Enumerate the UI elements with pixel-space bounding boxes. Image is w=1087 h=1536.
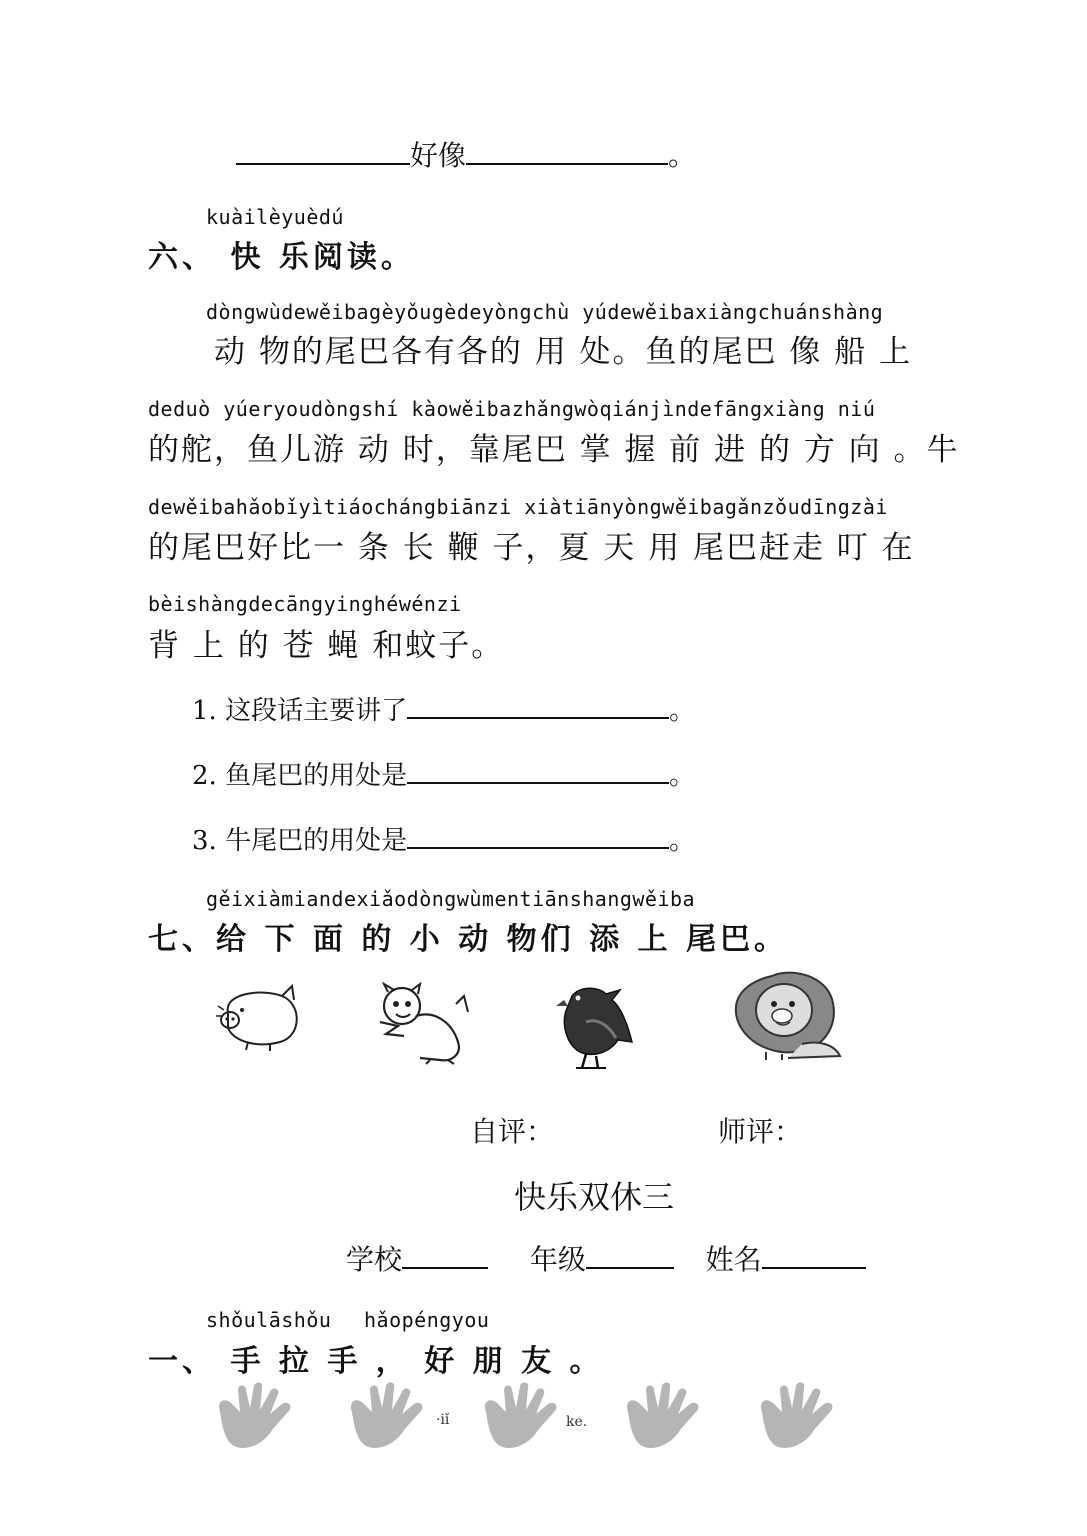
page-title: 快乐双休三 xyxy=(514,1178,675,1216)
question-2 xyxy=(192,755,695,792)
bird-drawing[interactable] xyxy=(556,982,636,1070)
question-1 xyxy=(192,690,695,727)
name-label: 姓名 xyxy=(705,1243,762,1276)
hand-icon[interactable] xyxy=(752,1382,836,1454)
answer-blank-1[interactable] xyxy=(407,693,669,719)
passage-line-2: 的舵，鱼儿游 动 时，靠尾巴 掌 握 前 进 的 方 向 。牛 xyxy=(148,432,960,468)
blank-2[interactable] xyxy=(466,137,668,165)
squirrel-drawing[interactable] xyxy=(376,982,472,1066)
passage-pinyin-4: bèishàngdecāngyinghéwénzi xyxy=(148,592,462,616)
question-3 xyxy=(192,820,695,857)
footer-mark-a: ·iǐ xyxy=(436,1412,450,1428)
pig-drawing[interactable] xyxy=(210,982,306,1052)
section6-pinyin: kuàilèyuèdú xyxy=(206,205,344,229)
section7-pinyin: gěixiàmiandexiǎodòngwùmentiānshangwěiba xyxy=(206,887,696,911)
answer-blank-2[interactable] xyxy=(407,758,669,784)
question-1-end: 。 xyxy=(669,696,696,726)
question-2-label: 2. 鱼尾巴的用处是 xyxy=(192,761,408,791)
lion-drawing[interactable] xyxy=(726,970,844,1062)
passage-pinyin-1: dòngwùdewěibagèyǒugèdeyòngchù yúdewěibaxiàngchuánshàng xyxy=(206,300,884,324)
top-middle-word: 好像 xyxy=(410,139,467,172)
section1-title: 一、 手 拉 手 ， 好 朋 友 。 xyxy=(148,1344,604,1379)
question-3-end: 。 xyxy=(669,826,696,856)
school-label: 学校 xyxy=(346,1243,403,1276)
question-2-end: 。 xyxy=(669,761,696,791)
passage-line-4: 背 上 的 苍 蝇 和蚊子。 xyxy=(148,628,505,664)
answer-blank-3[interactable] xyxy=(407,823,669,849)
footer-mark-b: ke. xyxy=(566,1414,588,1430)
hand-icon[interactable] xyxy=(618,1382,702,1454)
passage-pinyin-3: dewěibahǎobǐyìtiáochángbiānzi xiàtiānyòngwěibagǎnzǒudīngzài xyxy=(148,495,888,519)
passage-pinyin-2: deduò yúeryoudòngshí kàowěibazhǎngwòqiánjìndefāngxiàng niú xyxy=(148,397,876,421)
school-field[interactable] xyxy=(402,1241,488,1269)
teacher-evaluation: 师评： xyxy=(718,1115,803,1148)
info-line xyxy=(346,1238,866,1278)
grade-field[interactable] xyxy=(586,1241,674,1269)
grade-label: 年级 xyxy=(529,1243,586,1276)
hand-icon[interactable] xyxy=(210,1382,294,1454)
hand-icon[interactable] xyxy=(476,1382,560,1454)
top-end-mark: 。 xyxy=(668,139,697,172)
passage-line-3: 的尾巴好比一 条 长 鞭 子，夏 天 用 尾巴赶走 叮 在 xyxy=(148,530,915,566)
hand-icon[interactable] xyxy=(342,1382,426,1454)
question-1-label: 1. 这段话主要讲了 xyxy=(192,696,408,726)
section6-title: 六、 快 乐阅读。 xyxy=(148,240,415,275)
blank-1[interactable] xyxy=(236,137,410,165)
section1-pinyin-b: hǎopéngyou xyxy=(364,1308,490,1332)
section1-pinyin-a: shǒulāshǒu xyxy=(206,1308,332,1332)
passage-line-1: 动 物的尾巴各有各的 用 处。鱼的尾巴 像 船 上 xyxy=(214,334,913,370)
section7-title: 七、给 下 面 的 小 动 物们 添 上 尾巴。 xyxy=(148,922,788,957)
self-evaluation: 自评： xyxy=(470,1115,555,1148)
name-field[interactable] xyxy=(762,1241,866,1269)
top-fill-line xyxy=(236,134,696,174)
question-3-label: 3. 牛尾巴的用处是 xyxy=(192,826,408,856)
